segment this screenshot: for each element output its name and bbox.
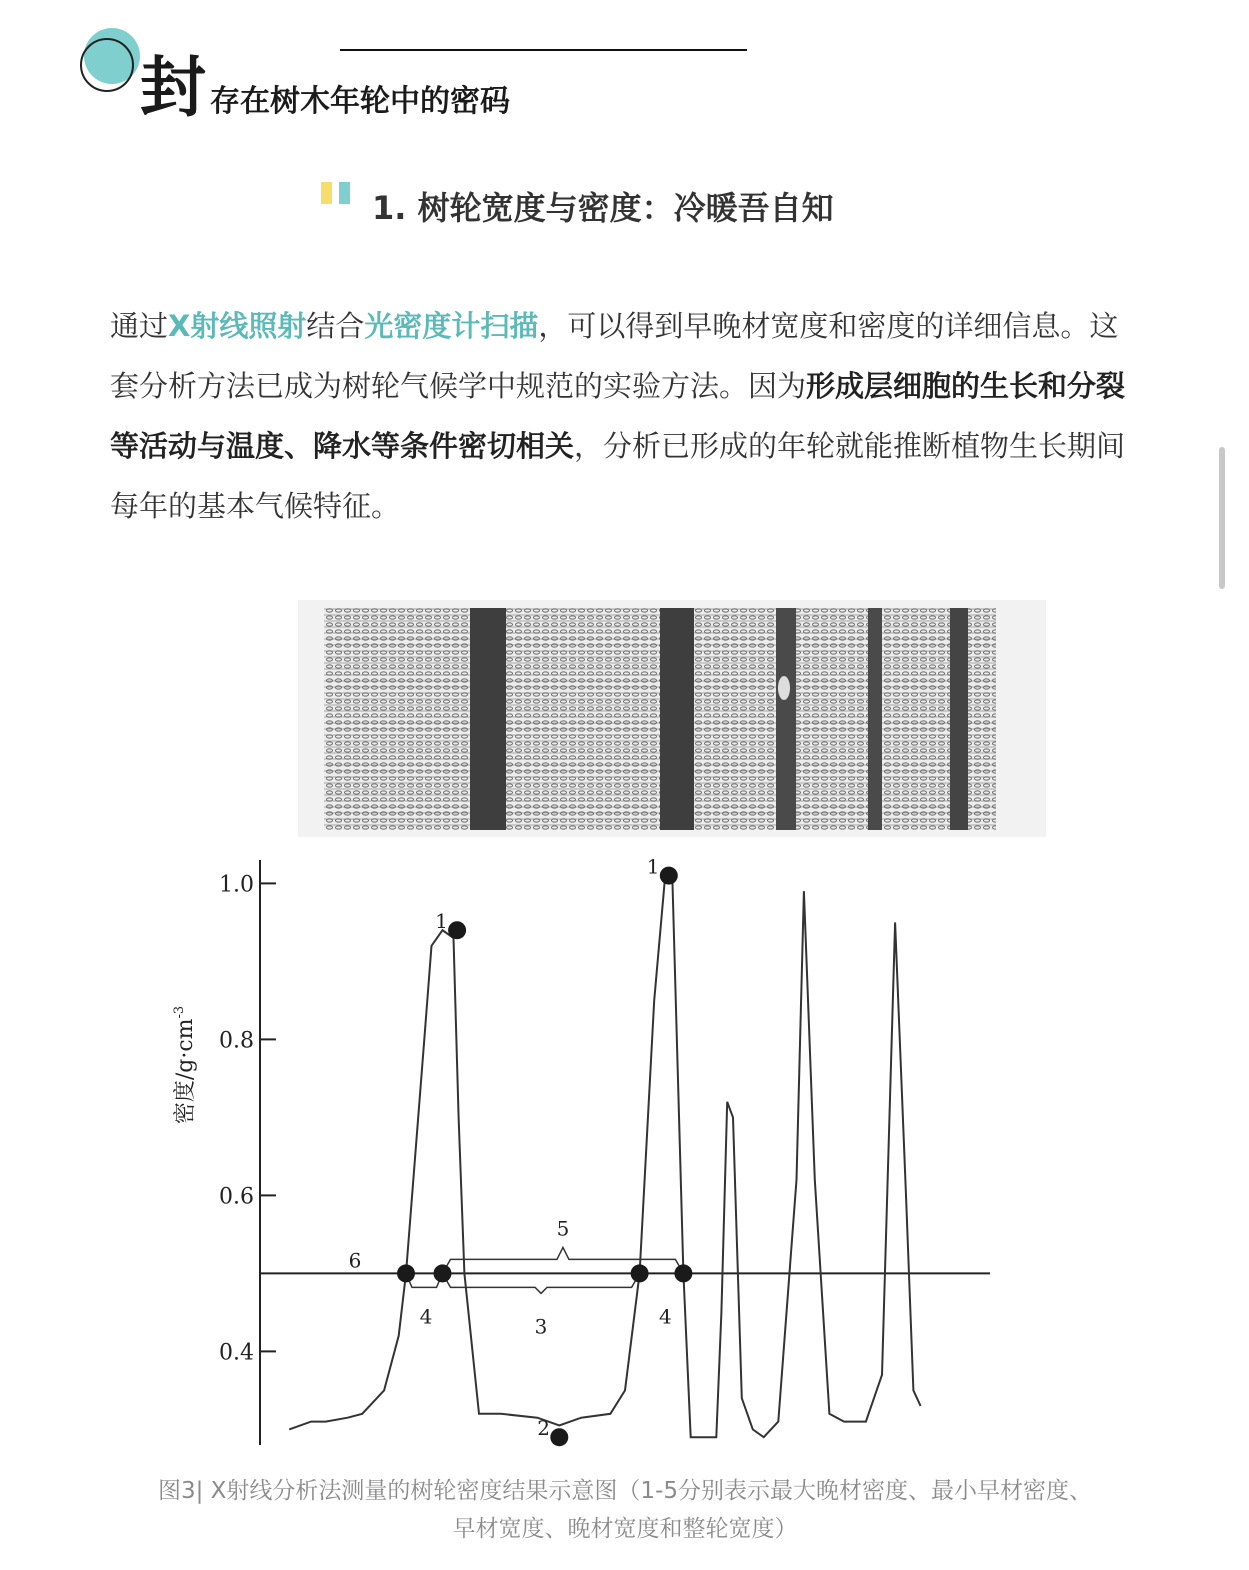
figure (140, 595, 1140, 1465)
decor-circle-outline (80, 38, 134, 92)
bracket-3 (443, 1273, 640, 1293)
scrollbar-thumb[interactable] (1219, 447, 1225, 589)
annotation-label: 4 (659, 1304, 672, 1329)
annotation-label: 3 (534, 1314, 548, 1339)
para-highlight-densitometer: 光密度计扫描 (364, 309, 539, 343)
marker-point (550, 1428, 568, 1446)
density-curve (289, 876, 920, 1441)
marker-point (660, 867, 678, 885)
quote-mark-yellow (321, 182, 332, 204)
para-text: ，可以得到早晚材宽度和密度的详细信息。这套分析方法已成为树轮气候学中规范的实验方法。因为 (110, 309, 1119, 403)
y-axis-label: 密度$/g\cdot cm^{-3}$ (172, 1005, 198, 1125)
article-header (0, 0, 1249, 140)
wood-xray-image (298, 600, 1046, 837)
marker-point (448, 921, 466, 939)
para-text: 结合 (306, 309, 365, 343)
marker-label: 1 (646, 854, 660, 879)
body-paragraph (110, 296, 1140, 536)
para-text: ，分析已形成的年轮就能推断植物生长期间每年的基本气候特征。 (110, 429, 1126, 523)
y-tick-label: 0.6 (219, 1184, 254, 1210)
title-initial: 封 (140, 49, 206, 126)
crossing-point (397, 1264, 415, 1282)
marker-label: 2 (537, 1416, 551, 1441)
crossing-point (434, 1264, 452, 1282)
caption-line-2: 早材宽度、晚材宽度和整轮宽度） (452, 1516, 798, 1542)
caption-line-1: 图3| X射线分析法测量的树轮密度结果示意图（1-5分别表示最大晚材密度、最小早材密度、 (157, 1478, 1092, 1504)
marker-label: 1 (435, 909, 448, 934)
crossing-point (631, 1264, 649, 1282)
para-highlight-xray: X射线照射 (168, 309, 307, 343)
crossing-point (674, 1264, 692, 1282)
para-text: 通过 (110, 309, 169, 343)
y-tick-label: 0.4 (219, 1340, 254, 1366)
annotation-label: 5 (556, 1216, 570, 1241)
section-heading: 1. 树轮宽度与密度：冷暖吾自知 (372, 189, 834, 227)
y-tick-label: 1.0 (219, 872, 254, 898)
figure-caption (110, 1472, 1140, 1548)
para-bold-cambium: 形成层细胞的生长和分裂等活动与温度、降水等条件密切相关 (110, 369, 1126, 463)
density-chart (140, 850, 1140, 1460)
annotation-label: 4 (419, 1304, 433, 1329)
header-rule (340, 49, 747, 51)
quote-mark-teal (339, 182, 350, 204)
page-title: 存在树木年轮中的密码 (210, 84, 510, 119)
annotation-label: 6 (348, 1248, 362, 1273)
y-tick-label: 0.8 (219, 1028, 254, 1054)
